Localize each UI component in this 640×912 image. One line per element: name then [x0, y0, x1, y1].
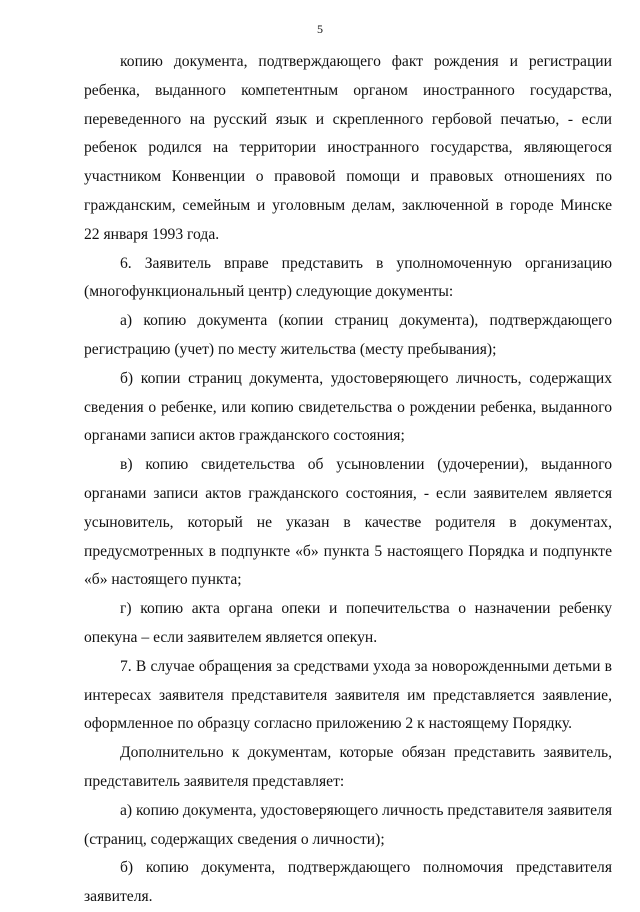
text-line: г) копию акта органа опеки и попечительства о назначении ребенку — [120, 600, 612, 618]
text-line: «б» настоящего пункта; — [84, 571, 242, 589]
text-line: органами записи актов гражданского состояния, - если заявителем является — [84, 484, 612, 502]
page-number: 5 — [317, 22, 323, 36]
text-line: заявителя. — [84, 888, 153, 906]
text-line: Дополнительно к документам, которые обязан представить заявитель, — [120, 744, 612, 762]
text-line: б) копию документа, подтверждающего полномочия представителя — [120, 859, 612, 877]
text-line: усыновитель, который не указан в качестве родителя в документах, — [84, 513, 612, 531]
text-line: (многофункциональный центр) следующие документы: — [84, 283, 454, 301]
document-body — [84, 48, 612, 912]
text-line: представитель заявителя представляет: — [84, 772, 345, 790]
text-line: предусмотренных в подпункте «б» пункта 5 настоящего Порядка и подпункте — [84, 542, 612, 560]
text-line: переведенного на русский язык и скрепленного гербовой печатью, - если — [84, 110, 612, 128]
text-line: интересах заявителя представителя заявителя им представляется заявление, — [84, 686, 612, 704]
text-line: в) копию свидетельства об усыновлении (удочерении), выданного — [120, 456, 612, 474]
text-line: 6. Заявитель вправе представить в уполномоченную организацию — [120, 254, 612, 272]
text-line: участником Конвенции о правовой помощи и правовых отношениях по — [84, 168, 612, 186]
text-line: ребенка, выданного компетентным органом иностранного государства, — [84, 81, 612, 99]
text-line: оформленное по образцу согласно приложению 2 к настоящему Порядку. — [84, 715, 572, 733]
text-line: сведения о ребенке, или копию свидетельства о рождении ребенка, выданного — [84, 398, 612, 416]
text-line: копию документа, подтверждающего факт рождения и регистрации — [120, 53, 612, 70]
text-line: б) копии страниц документа, удостоверяющего личность, содержащих — [120, 369, 612, 387]
text-line: гражданским, семейным и уголовным делам, заключенной в городе Минске — [84, 196, 612, 214]
text-line: органами записи актов гражданского состояния; — [84, 427, 405, 445]
text-line: 7. В случае обращения за средствами ухода за новорожденными детьми в — [120, 657, 612, 675]
text-line: регистрацию (учет) по месту жительства (месту пребывания); — [84, 340, 497, 358]
text-line: а) копию документа (копии страниц документа), подтверждающего — [120, 312, 612, 330]
text-line: ребенок родился на территории иностранного государства, являющегося — [84, 139, 612, 157]
text-line: (страниц, содержащих сведения о личности); — [84, 830, 385, 848]
text-line: а) копию документа, удостоверяющего личность представителя заявителя — [120, 801, 612, 819]
text-line: опекуна – если заявителем является опекун. — [84, 628, 378, 646]
text-line: 22 января 1993 года. — [84, 225, 220, 243]
